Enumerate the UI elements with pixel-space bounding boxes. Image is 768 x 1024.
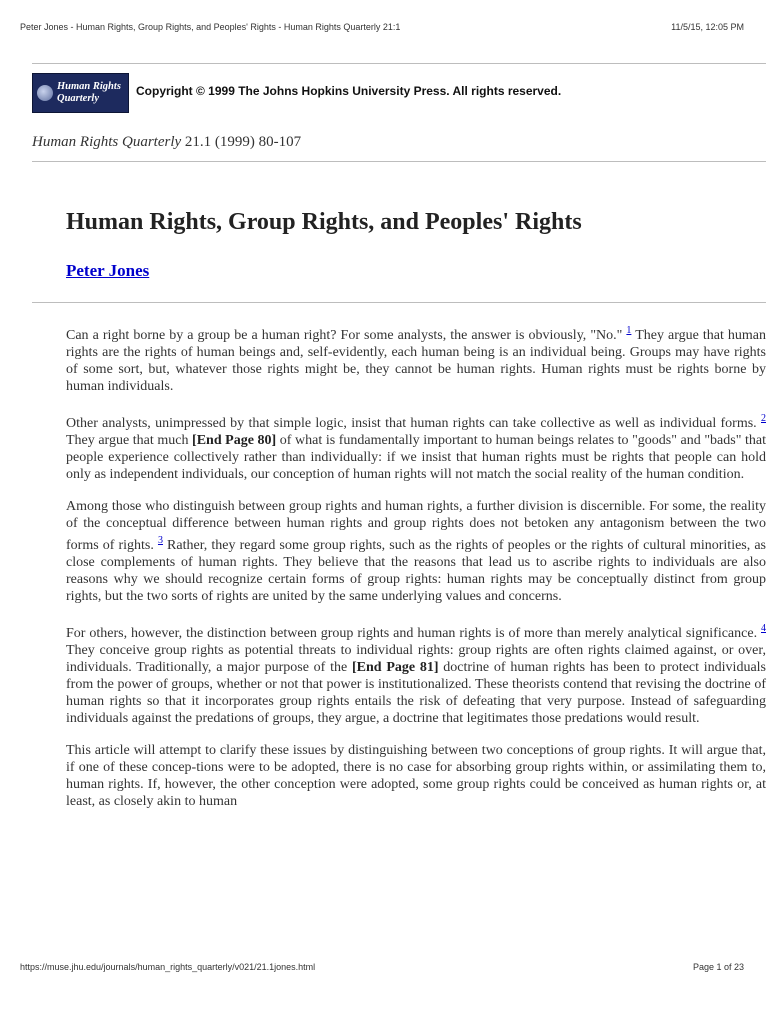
citation-details: 21.1 (1999) 80-107 xyxy=(181,134,302,150)
copyright-notice: Copyright © 1999 The Johns Hopkins University Press. All rights reserved. xyxy=(136,84,562,98)
paragraph-3: Among those who distinguish between group rights and human rights, a further division is discernible. For some, the reality of the conceptual difference between human rights and group rights does not betoken any antagonism between the two forms of rights. $^3$ Rather, they regard some group rights, such as the rights of peoples or the rights of cultural minorities, as close complements of human rights. They believe that the reasons that lead us to ascribe rights to individuals are also reasons why we should recognize certain forms of group rights: human rights may be conceptually distinct from group rights, but the two sorts of rights are united by the same underlying values and concerns. xyxy=(66,499,766,604)
end-page-marker: [End Page 80] xyxy=(192,433,277,448)
paragraph-4: For others, however, the distinction between group rights and human rights is of more than merely analytical significance. $^4$ They conceive group rights as potential threats to individual rights: group rights are often rights claimed against, or over, individuals. Traditionally, a major purpose of the [End Page 81] doctrine of human rights has been to protect individuals from the power of groups, whether or not that power is institutionalized. These theorists contend that revising the doctrine of human rights so that it incorporates group rights entails the risk of defeating that very purpose. Instead of safeguarding individuals against the predations of groups, they argue, a doctrine that legitimates those predations would result. xyxy=(66,623,766,726)
footnote-4-link[interactable]: 4 xyxy=(761,623,766,634)
paragraph-5: This article will attempt to clarify these issues by distinguishing between two conceptions of group rights. It will argue that, if one of these concep-tions were to be adopted, there is no case for absorbing group rights within, or assimilating them to, human rights. If, however, the other conception were adopted, some group rights could be conceived as human rights or, at least, as closely akin to human xyxy=(66,743,766,809)
end-page-marker: [End Page 81] xyxy=(351,660,439,675)
article-body xyxy=(66,322,766,825)
header-divider xyxy=(32,302,766,303)
footnote-2-link[interactable]: 2 xyxy=(761,413,766,424)
journal-logo[interactable] xyxy=(32,73,129,113)
print-footer xyxy=(20,962,744,972)
paragraph-2: Other analysts, unimpressed by that simple logic, insist that human rights can take collective as well as individual forms. $^2$ They argue that much [End Page 80] of what is fundamentally important to human beings relates to "goods" and "bads" that people experience collectively rather than individually: if we insist that human rights must be rights that people can hold only as independent individuals, our conception of human rights will not match the social reality of the human condition. xyxy=(66,413,767,482)
article-title: Human Rights, Group Rights, and Peoples' Rights xyxy=(66,209,582,235)
print-header xyxy=(20,22,744,32)
page-number: Page 1 of 23 xyxy=(692,962,744,972)
citation-journal: Human Rights Quarterly xyxy=(32,134,182,150)
globe-icon xyxy=(37,85,53,101)
print-header-title: Peter Jones - Human Rights, Group Rights, and Peoples' Rights - Human Rights Quarterly 21:1 xyxy=(20,22,401,32)
footnote-3-link[interactable]: 3 xyxy=(157,535,163,546)
top-divider xyxy=(32,63,766,64)
logo-text: Human Rights Quarterly xyxy=(57,81,121,104)
author-link[interactable]: Peter Jones xyxy=(66,261,150,280)
citation-divider xyxy=(32,161,766,162)
print-header-datetime: 11/5/15, 12:05 PM xyxy=(671,22,744,32)
paragraph-1: Can a right borne by a group be a human right? For some analysts, the answer is obviously, "No." $^1$ They argue that human rights are the rights of human beings and, self-evidently, each human being is an individual being. Groups may have rights of some sort, but, whatever those rights might be, they cannot be human rights. Human rights must be rights borne by human individuals. xyxy=(66,325,766,394)
page-url: https://muse.jhu.edu/journals/human_rights_quarterly/v021/21.1jones.html xyxy=(20,962,316,972)
footnote-1-link[interactable]: 1 xyxy=(626,325,632,336)
citation xyxy=(32,134,301,151)
